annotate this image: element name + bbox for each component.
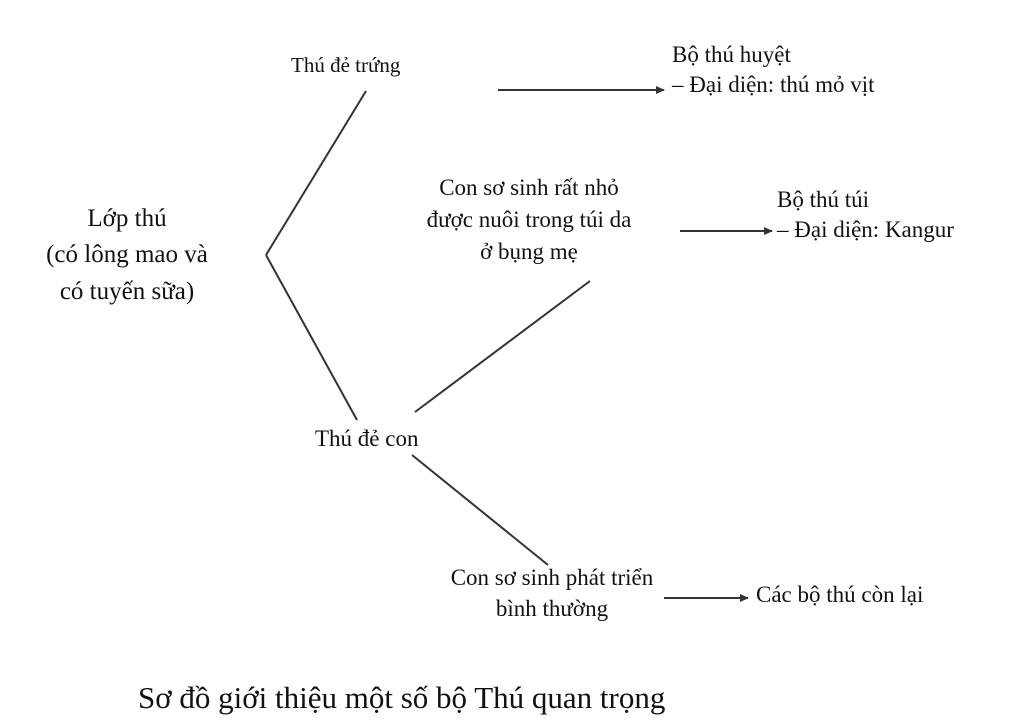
live-to-pouch-line — [415, 281, 590, 412]
diagram-caption: Sơ đồ giới thiệu một số bộ Thú quan trọng — [138, 680, 666, 715]
node-monotreme-order — [672, 40, 875, 100]
live-bearing-label: Thú đẻ con — [315, 426, 419, 451]
pouch-desc-line-1: Con sơ sinh rất nhỏ — [439, 175, 619, 200]
node-live-bearing — [315, 424, 418, 454]
root-to-live-line — [266, 255, 357, 420]
pouch-desc-line-2: được nuôi trong túi da — [426, 207, 632, 233]
node-egg-laying — [291, 52, 400, 79]
root-to-egg-line — [266, 91, 366, 255]
root-node-mammal-class — [22, 201, 232, 310]
marsupial-order-line-2: – Đại diện: Kangur — [777, 216, 954, 242]
root-line-2: (có lông mao và — [46, 241, 208, 269]
node-pouch-description — [398, 172, 660, 269]
monotreme-order-line-2: – Đại diện: thú mỏ vịt — [672, 71, 875, 97]
root-line-3: có tuyến sữa) — [59, 277, 195, 305]
pouch-desc-line-3: ở bụng mẹ — [480, 239, 578, 265]
other-orders-label: Các bộ thú còn lại — [756, 582, 924, 607]
normal-desc-line-2: bình thường — [495, 596, 609, 622]
monotreme-order-line-1: Bộ thú huyệt — [672, 42, 791, 67]
egg-laying-label: Thú đẻ trứng — [291, 53, 401, 77]
marsupial-order-line-1: Bộ thú túi — [777, 187, 870, 212]
normal-desc-line-1: Con sơ sinh phát triển — [450, 565, 654, 590]
live-to-normal-line — [412, 455, 548, 565]
root-line-1: Lớp thú — [87, 205, 167, 232]
node-other-orders — [756, 580, 923, 610]
node-marsupial-order — [777, 185, 954, 245]
node-normal-description — [416, 562, 688, 624]
